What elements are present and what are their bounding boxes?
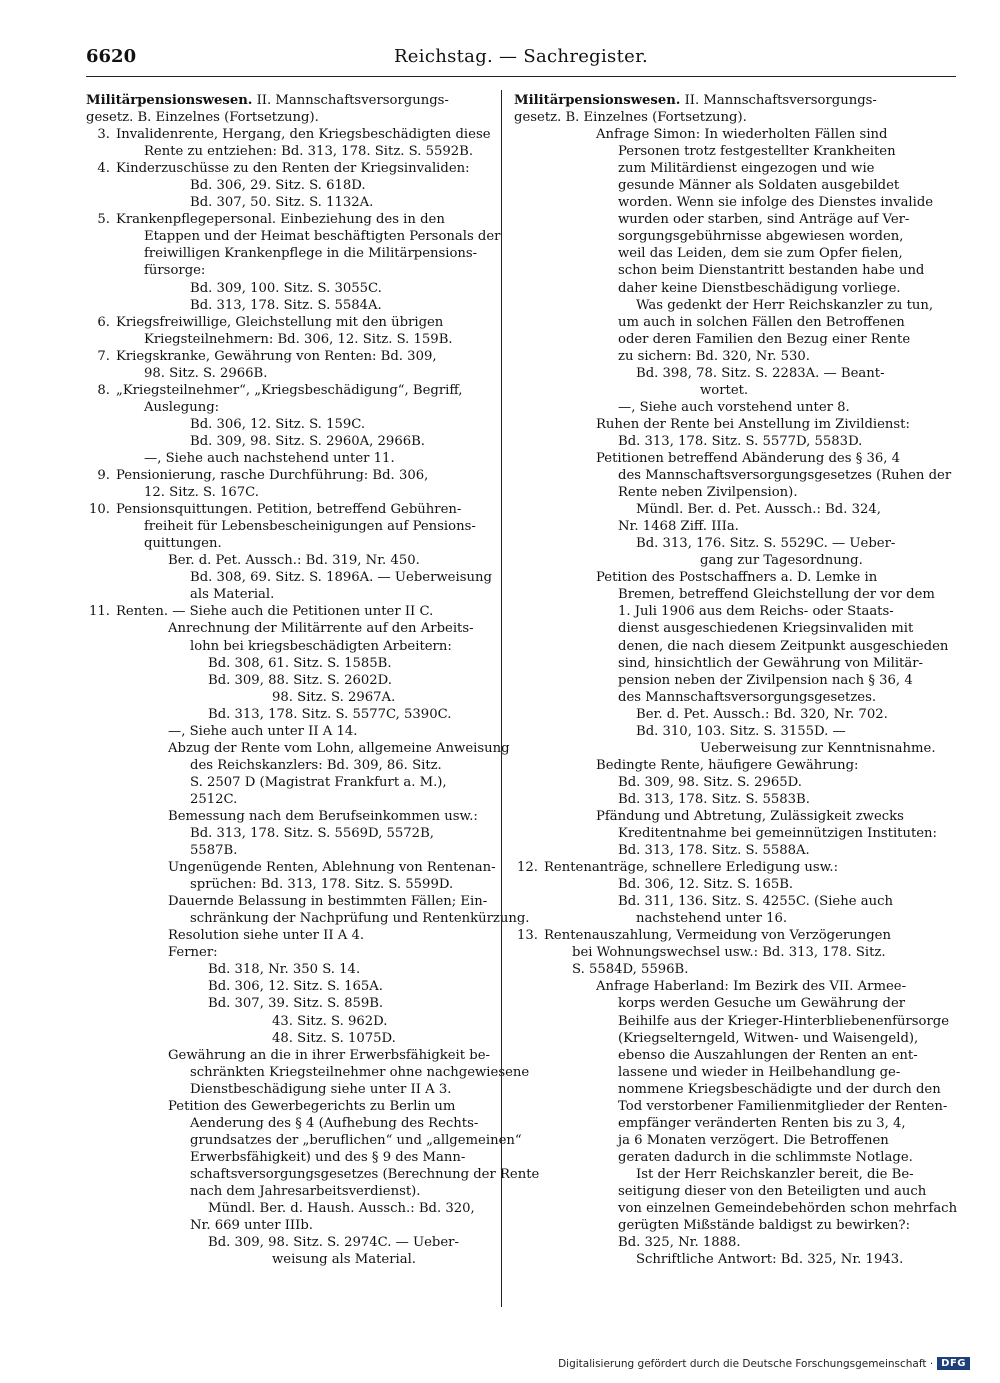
entry-line	[86, 297, 500, 314]
entry-line	[514, 177, 930, 194]
entry-text: schaftsversorgungsgesetzes (Berechnung der Rente	[190, 1166, 540, 1182]
entry-line	[86, 160, 500, 177]
entry-text: Erwerbsfähigkeit) und des § 9 des Mann-	[190, 1149, 466, 1165]
entry-line	[514, 893, 930, 910]
entry-line	[514, 245, 930, 262]
entry-text: Bd. 307, 50. Sitz. S. 1132A.	[190, 195, 374, 211]
entry-line	[514, 1081, 941, 1098]
entry-text: Beihilfe aus der Krieger-Hinterbliebenenfürsorge	[618, 1013, 950, 1029]
entry-line	[86, 535, 500, 552]
entry-text: Kriegskranke, Gewährung von Renten: Bd. 309,	[116, 348, 437, 364]
entry-line	[86, 501, 500, 518]
entry-line	[86, 228, 500, 245]
entry-text: des Mannschaftsversorgungsgesetzes.	[618, 689, 877, 705]
entry-line	[86, 995, 500, 1012]
entry-line	[514, 944, 930, 961]
entry-number: 13.	[517, 928, 538, 944]
entry-text: Bd. 308, 69. Sitz. S. 1896A. — Ueberweisung	[190, 570, 492, 586]
entry-text: 5587B.	[190, 843, 238, 859]
entry-line	[86, 518, 500, 535]
entry-number: 4.	[97, 161, 110, 177]
entry-line	[514, 689, 930, 706]
entry-text: gesunde Männer als Soldaten ausgebildet	[618, 178, 900, 194]
page-number: 6620	[86, 46, 137, 67]
entry-line	[514, 995, 930, 1012]
entry-line	[86, 825, 500, 842]
entry-line	[86, 1047, 500, 1064]
entry-line	[514, 1064, 930, 1081]
left-section-heading	[86, 92, 500, 109]
entry-line	[514, 280, 930, 297]
right-section-sub2: gesetz. B. Einzelnes (Fortsetzung).	[514, 110, 747, 126]
entry-line	[86, 280, 500, 297]
entry-line	[514, 552, 930, 569]
entry-text: seitigung dieser von den Beteiligten und auch	[618, 1184, 927, 1199]
left-section-sub: II. Mannschaftsversorgungs-	[252, 93, 449, 108]
entry-line	[86, 194, 500, 211]
entry-number: 11.	[89, 604, 110, 620]
entry-text: denen, die nach diesem Zeitpunkt ausgeschieden	[618, 638, 949, 654]
entry-line	[514, 1047, 930, 1064]
entry-line	[86, 348, 500, 365]
entry-line	[514, 1166, 930, 1183]
entry-text: Bd. 310, 103. Sitz. S. 3155D. —	[636, 723, 846, 739]
entry-text: weil das Leiden, dem sie zum Opfer fielen,	[618, 246, 903, 262]
entry-line	[86, 655, 500, 672]
entry-line	[86, 927, 500, 944]
entry-line	[514, 859, 930, 876]
entry-text: quittungen.	[144, 536, 222, 552]
entry-number: 5.	[97, 212, 110, 228]
entry-line	[86, 586, 500, 603]
dfg-logo: DFG	[937, 1357, 970, 1370]
entry-text: bei Wohnungswechsel usw.: Bd. 313, 178. Sitz.	[572, 945, 886, 961]
entry-text: Aenderung des § 4 (Aufhebung des Rechts-	[190, 1115, 479, 1131]
entry-text: Bd. 309, 98. Sitz. S. 2974C. — Ueber-	[208, 1235, 459, 1251]
entry-text: Bd. 398, 78. Sitz. S. 2283A. — Beant-	[636, 365, 885, 381]
entry-line	[514, 569, 930, 586]
entry-line	[86, 910, 530, 927]
entry-text: Bd. 313, 178. Sitz. S. 5583B.	[618, 791, 810, 807]
entry-text: Rente zu entziehen: Bd. 313, 178. Sitz. S. 5592B.	[144, 144, 474, 160]
entry-line	[514, 1200, 958, 1217]
entry-line	[86, 689, 500, 706]
entry-line	[86, 1098, 500, 1115]
entry-text: Bd. 313, 178. Sitz. S. 5588A.	[618, 843, 810, 859]
entry-text: Kriegsfreiwillige, Gleichstellung mit den übrigen	[116, 314, 444, 330]
entry-text: —, Siehe auch nachstehend unter 11.	[144, 450, 395, 466]
entry-line	[514, 1030, 930, 1047]
entry-line	[86, 791, 500, 808]
entry-line	[86, 245, 500, 262]
entry-line	[514, 842, 930, 859]
entry-text: pension neben der Zivilpension nach § 36, 4	[618, 672, 913, 688]
entry-line	[514, 1183, 930, 1200]
entry-line	[86, 450, 500, 467]
entry-line	[86, 859, 500, 876]
entry-line	[514, 1149, 930, 1166]
entry-text: von einzelnen Gemeindebehörden schon mehrfach	[618, 1201, 958, 1217]
entry-text: nach dem Jahresarbeitsverdienst).	[190, 1184, 421, 1199]
entry-text: Krankenpflegepersonal. Einbeziehung des in den	[116, 212, 445, 228]
entry-text: Gewährung an die in ihrer Erwerbsfähigkeit be-	[168, 1047, 490, 1063]
entry-text: nachstehend unter 16.	[636, 911, 788, 927]
entry-text: ja 6 Monaten verzögert. Die Betroffenen	[618, 1132, 889, 1148]
entry-line	[86, 569, 500, 586]
entry-line	[86, 774, 500, 791]
entry-line	[86, 177, 500, 194]
entry-text: Pfändung und Abtretung, Zulässigkeit zwecks	[596, 808, 904, 824]
entry-line	[514, 808, 930, 825]
entry-line	[514, 467, 952, 484]
entry-line	[514, 655, 930, 672]
entry-text: 1. Juli 1906 aus dem Reichs- oder Staats-	[618, 604, 894, 620]
entry-text: wortet.	[700, 382, 749, 398]
entry-number: 7.	[97, 348, 110, 364]
entry-line	[86, 416, 500, 433]
entry-text: Bd. 313, 178. Sitz. S. 5569D, 5572B,	[190, 826, 434, 842]
entry-line	[86, 1013, 500, 1030]
entry-line	[514, 484, 930, 501]
entry-text: nommene Kriegsbeschädigte und der durch den	[618, 1081, 941, 1097]
entry-text: Was gedenkt der Herr Reichskanzler zu tun,	[636, 297, 934, 313]
entry-number: 10.	[89, 502, 110, 518]
entry-text: Anrechnung der Militärrente auf den Arbeits-	[168, 621, 474, 637]
entry-line	[86, 1183, 500, 1200]
entry-text: Pensionierung, rasche Durchführung: Bd. 306,	[116, 468, 429, 484]
entry-line	[514, 638, 949, 655]
entry-text: Anfrage Haberland: Im Bezirk des VII. Armee-	[596, 979, 907, 995]
entry-line	[514, 535, 930, 552]
entry-text: zum Militärdienst eingezogen und wie	[618, 161, 875, 177]
entry-text: Rentenanträge, schnellere Erledigung usw.:	[544, 860, 839, 876]
entry-text: Bd. 309, 98. Sitz. S. 2960A, 2966B.	[190, 433, 425, 449]
entry-line	[514, 348, 930, 365]
entry-line	[86, 1251, 500, 1268]
entry-line	[514, 927, 930, 944]
entry-text: um auch in solchen Fällen den Betroffenen	[618, 314, 905, 330]
entry-line	[514, 1132, 930, 1149]
entry-text: sind, hinsichtlich der Gewährung von Militär-	[618, 655, 923, 671]
entry-text: Bremen, betreffend Gleichstellung der vor dem	[618, 587, 935, 603]
entry-text: S. 5584D, 5596B.	[572, 962, 689, 978]
entry-line	[514, 910, 930, 927]
entry-line	[86, 740, 510, 757]
page-header	[86, 46, 956, 77]
entry-text: daher keine Dienstbeschädigung vorliege.	[618, 280, 901, 296]
entry-line	[514, 365, 930, 382]
entry-text: Renten. — Siehe auch die Petitionen unter II C.	[116, 604, 434, 620]
footer-text: Digitalisierung gefördert durch die Deutsche Forschungsgemeinschaft ·	[558, 1357, 934, 1370]
entry-line	[514, 399, 930, 416]
entry-text: des Mannschaftsversorgungsgesetzes (Ruhen der	[618, 468, 952, 484]
entry-text: freiwilligen Krankenpflege in die Militärpensions-	[144, 246, 478, 262]
entry-line	[86, 961, 500, 978]
entry-number: 12.	[517, 860, 538, 876]
entry-text: gerügten Mißstände baldigst zu bewirken?:	[618, 1218, 911, 1234]
entry-text: Tod verstorbener Familienmitglieder der Renten-	[618, 1098, 948, 1114]
entry-line	[514, 603, 930, 620]
footer	[558, 1357, 970, 1370]
entry-text: (Kriegselterngeld, Witwen- und Waisengeld),	[618, 1030, 919, 1046]
entry-text: Kinderzuschüsse zu den Renten der Kriegsinvaliden:	[116, 161, 470, 177]
entry-line	[86, 365, 500, 382]
entry-line	[514, 314, 930, 331]
entry-line	[86, 1149, 500, 1166]
entry-text: Dauernde Belassung in bestimmten Fällen; Ein-	[168, 894, 488, 910]
entry-text: oder deren Familien den Bezug einer Rente	[618, 331, 911, 347]
entry-line	[514, 774, 930, 791]
left-section-sub2: gesetz. B. Einzelnes (Fortsetzung).	[86, 110, 319, 126]
entry-text: Bd. 308, 61. Sitz. S. 1585B.	[208, 655, 392, 671]
entry-line	[86, 603, 500, 620]
entry-line	[514, 194, 934, 211]
entry-text: Schriftliche Antwort: Bd. 325, Nr. 1943.	[636, 1252, 904, 1268]
entry-text: 98. Sitz. S. 2966B.	[144, 365, 268, 381]
entry-line	[86, 638, 500, 655]
entry-line	[514, 450, 930, 467]
entry-line	[86, 672, 500, 689]
entry-line	[514, 416, 930, 433]
entry-text: Rente neben Zivilpension).	[618, 485, 798, 501]
entry-text: Ueberweisung zur Kenntnisnahme.	[700, 740, 936, 756]
entry-text: lassene und wieder in Heilbehandlung ge-	[618, 1064, 901, 1080]
entry-text: Bd. 325, Nr. 1888.	[618, 1235, 741, 1251]
entry-line	[514, 1115, 930, 1132]
entry-line	[514, 1251, 930, 1268]
entry-text: —, Siehe auch unter II A 14.	[168, 723, 358, 739]
entry-line	[86, 620, 500, 637]
entry-line	[86, 262, 500, 279]
entry-text: korps werden Gesuche um Gewährung der	[618, 996, 906, 1012]
entry-text: des Reichskanzlers: Bd. 309, 86. Sitz.	[190, 757, 442, 773]
left-entries	[86, 126, 540, 1268]
entry-text: Ferner:	[168, 945, 218, 961]
entry-text: Etappen und der Heimat beschäftigten Personals der	[144, 229, 501, 245]
entry-line	[86, 757, 500, 774]
entry-text: Bd. 311, 136. Sitz. S. 4255C. (Siehe auch	[618, 894, 893, 910]
entry-line	[86, 382, 500, 399]
entry-text: grundsatzes der „beruflichen“ und „allgemeinen“	[190, 1132, 522, 1148]
entry-line	[514, 791, 930, 808]
entry-text: ebenso die Auszahlungen der Renten an ent-	[618, 1047, 918, 1063]
entry-line	[86, 978, 500, 995]
entry-line	[86, 1200, 500, 1217]
entry-number: 9.	[97, 468, 110, 484]
entry-line	[86, 1115, 500, 1132]
entry-text: „Kriegsteilnehmer“, „Kriegsbeschädigung“, Begriff,	[116, 382, 463, 398]
entry-line	[514, 825, 937, 842]
entry-line	[514, 961, 930, 978]
entry-text: wurden oder starben, sind Anträge auf Ver-	[618, 212, 910, 228]
entry-text: 48. Sitz. S. 1075D.	[272, 1030, 396, 1046]
entry-line	[514, 586, 935, 603]
entry-text: Dienstbeschädigung siehe unter II A 3.	[190, 1081, 452, 1097]
entry-line	[86, 706, 500, 723]
entry-line	[514, 228, 930, 245]
entry-text: Invalidenrente, Hergang, den Kriegsbeschädigten diese	[116, 127, 491, 143]
entry-line	[86, 484, 500, 501]
entry-number: 8.	[97, 382, 110, 398]
entry-text: sorgungsgebührnisse abgewiesen worden,	[618, 229, 904, 245]
entry-line	[86, 1217, 500, 1234]
entry-text: Ber. d. Pet. Aussch.: Bd. 320, Nr. 702.	[636, 706, 888, 722]
column-divider	[501, 90, 502, 1307]
entry-text: Anfrage Simon: In wiederholten Fällen sind	[596, 127, 888, 143]
entry-text: geraten dadurch in die schlimmste Notlage.	[618, 1149, 913, 1165]
right-section-title: Militärpensionswesen.	[514, 93, 681, 108]
entry-text: schon beim Dienstantritt bestanden habe und	[618, 263, 925, 279]
entry-line	[86, 1132, 522, 1149]
entry-line	[514, 297, 934, 314]
entry-line	[514, 1098, 948, 1115]
entry-line	[514, 126, 930, 143]
entry-text: freiheit für Lebensbescheinigungen auf Pensions-	[144, 519, 476, 535]
entry-text: Petition des Gewerbegerichts zu Berlin um	[168, 1098, 456, 1114]
left-section-title: Militärpensionswesen.	[86, 93, 253, 108]
entry-text: sprüchen: Bd. 313, 178. Sitz. S. 5599D.	[190, 877, 454, 893]
entry-line	[86, 467, 500, 484]
entry-text: Bd. 318, Nr. 350 S. 14.	[208, 962, 361, 978]
entry-text: Bd. 313, 176. Sitz. S. 5529C. — Ueber-	[636, 536, 896, 552]
entry-line	[514, 740, 936, 757]
entry-line	[514, 978, 930, 995]
right-column	[514, 92, 958, 1268]
entry-text: weisung als Material.	[272, 1252, 417, 1268]
entry-line	[514, 620, 930, 637]
entry-text: Bd. 306, 12. Sitz. S. 165A.	[208, 979, 383, 995]
entry-line	[86, 211, 500, 228]
entry-text: Petitionen betreffend Abänderung des § 36, 4	[596, 450, 901, 466]
entry-text: Pensionsquittungen. Petition, betreffend Gebühren-	[116, 502, 462, 518]
entry-text: Ungenügende Renten, Ablehnung von Rentenan-	[168, 860, 496, 876]
entry-text: dienst ausgeschiedenen Kriegsinvaliden mit	[618, 621, 914, 637]
entry-text: Mündl. Ber. d. Pet. Aussch.: Bd. 324,	[636, 502, 881, 518]
entry-line	[514, 757, 930, 774]
entry-line	[86, 314, 500, 331]
entry-text: fürsorge:	[144, 263, 206, 279]
entry-text: —, Siehe auch vorstehend unter 8.	[618, 399, 850, 415]
entry-line	[86, 433, 500, 450]
entry-text: Rentenauszahlung, Vermeidung von Verzögerungen	[544, 928, 891, 944]
entry-text: worden. Wenn sie infolge des Dienstes invalide	[618, 195, 934, 211]
entry-text: Bd. 309, 98. Sitz. S. 2965D.	[618, 774, 802, 790]
entry-text: Kriegsteilnehmern: Bd. 306, 12. Sitz. S. 159B.	[144, 331, 453, 347]
entry-line	[86, 1064, 530, 1081]
entry-line	[86, 944, 500, 961]
right-section-sub: II. Mannschaftsversorgungs-	[680, 93, 877, 108]
entry-line	[514, 433, 930, 450]
entry-text: Bd. 313, 178. Sitz. S. 5577D, 5583D.	[618, 433, 863, 449]
entry-text: schränkten Kriegsteilnehmer ohne nachgewiesene	[190, 1064, 530, 1080]
entry-text: Ist der Herr Reichskanzler bereit, die Be-	[636, 1166, 914, 1182]
entry-number: 6.	[97, 314, 110, 330]
entry-line	[86, 399, 500, 416]
entry-text: Bd. 309, 100. Sitz. S. 3055C.	[190, 280, 382, 296]
entry-text: Personen trotz festgestellter Krankheiten	[618, 144, 896, 160]
entry-text: Kreditentnahme bei gemeinnützigen Instituten:	[618, 826, 937, 842]
entry-line	[86, 1166, 540, 1183]
entry-line	[514, 1013, 950, 1030]
entry-text: Bd. 309, 88. Sitz. S. 2602D.	[208, 672, 392, 688]
entry-text: Bedingte Rente, häufigere Gewährung:	[596, 757, 859, 773]
entry-text: als Material.	[190, 587, 275, 603]
entry-line	[514, 672, 930, 689]
entry-line	[514, 1234, 930, 1251]
entry-text: S. 2507 D (Magistrat Frankfurt a. M.),	[190, 774, 447, 790]
entry-text: Resolution siehe unter II A 4.	[168, 928, 365, 944]
right-section-heading	[514, 92, 930, 109]
entry-text: Bd. 306, 12. Sitz. S. 165B.	[618, 877, 794, 893]
entry-line	[86, 1030, 500, 1047]
entry-text: Ber. d. Pet. Aussch.: Bd. 319, Nr. 450.	[168, 553, 420, 569]
entry-text: lohn bei kriegsbeschädigten Arbeitern:	[190, 638, 452, 654]
running-title: Reichstag. — Sachregister.	[393, 46, 649, 67]
entry-text: zu sichern: Bd. 320, Nr. 530.	[618, 348, 810, 364]
entry-line	[514, 143, 930, 160]
entry-line	[86, 876, 500, 893]
entry-text: Mündl. Ber. d. Haush. Aussch.: Bd. 320,	[208, 1201, 475, 1217]
entry-text: Abzug der Rente vom Lohn, allgemeine Anweisung	[168, 740, 510, 756]
entry-text: Bemessung nach dem Berufseinkommen usw.:	[168, 808, 478, 824]
entry-line	[514, 501, 930, 518]
entry-text: Bd. 306, 29. Sitz. S. 618D.	[190, 178, 366, 194]
entry-line	[86, 808, 500, 825]
entry-text: Bd. 307, 39. Sitz. S. 859B.	[208, 996, 384, 1012]
entry-line	[514, 518, 930, 535]
entry-text: Auslegung:	[144, 399, 220, 415]
entry-number: 3.	[97, 127, 110, 143]
entry-text: Petition des Postschaffners a. D. Lemke in	[596, 570, 878, 586]
entry-line	[86, 1081, 500, 1098]
entry-text: 2512C.	[190, 791, 238, 807]
left-column	[86, 92, 540, 1268]
entry-line	[514, 876, 930, 893]
entry-text: Bd. 313, 178. Sitz. S. 5584A.	[190, 297, 382, 313]
entry-text: gang zur Tagesordnung.	[700, 553, 863, 569]
entry-line	[514, 160, 930, 177]
entry-line	[86, 143, 500, 160]
entry-line	[86, 1234, 500, 1251]
entry-line	[514, 211, 930, 228]
right-entries	[514, 126, 958, 1268]
entry-text: schränkung der Nachprüfung und Rentenkürzung.	[190, 911, 530, 927]
entry-text: 98. Sitz. S. 2967A.	[272, 689, 396, 705]
entry-text: Bd. 306, 12. Sitz. S. 159C.	[190, 416, 366, 432]
entry-text: Ruhen der Rente bei Anstellung im Zivildienst:	[596, 416, 910, 432]
entry-text: Nr. 669 unter IIIb.	[190, 1218, 313, 1234]
entry-line	[514, 382, 930, 399]
entry-line	[514, 262, 930, 279]
entry-line	[514, 706, 930, 723]
entry-text: empfänger veränderten Renten bis zu 3, 4,	[618, 1115, 906, 1131]
entry-text: 43. Sitz. S. 962D.	[272, 1013, 388, 1029]
entry-text: 12. Sitz. S. 167C.	[144, 485, 259, 501]
entry-line	[86, 331, 500, 348]
entry-line	[514, 1217, 930, 1234]
entry-line	[86, 893, 500, 910]
entry-line	[86, 552, 500, 569]
entry-line	[86, 842, 500, 859]
entry-line	[86, 723, 500, 740]
entry-line	[514, 723, 930, 740]
entry-line	[86, 126, 500, 143]
entry-text: Nr. 1468 Ziff. IIIa.	[618, 519, 739, 535]
entry-line	[514, 331, 930, 348]
entry-text: Bd. 313, 178. Sitz. S. 5577C, 5390C.	[208, 706, 452, 722]
